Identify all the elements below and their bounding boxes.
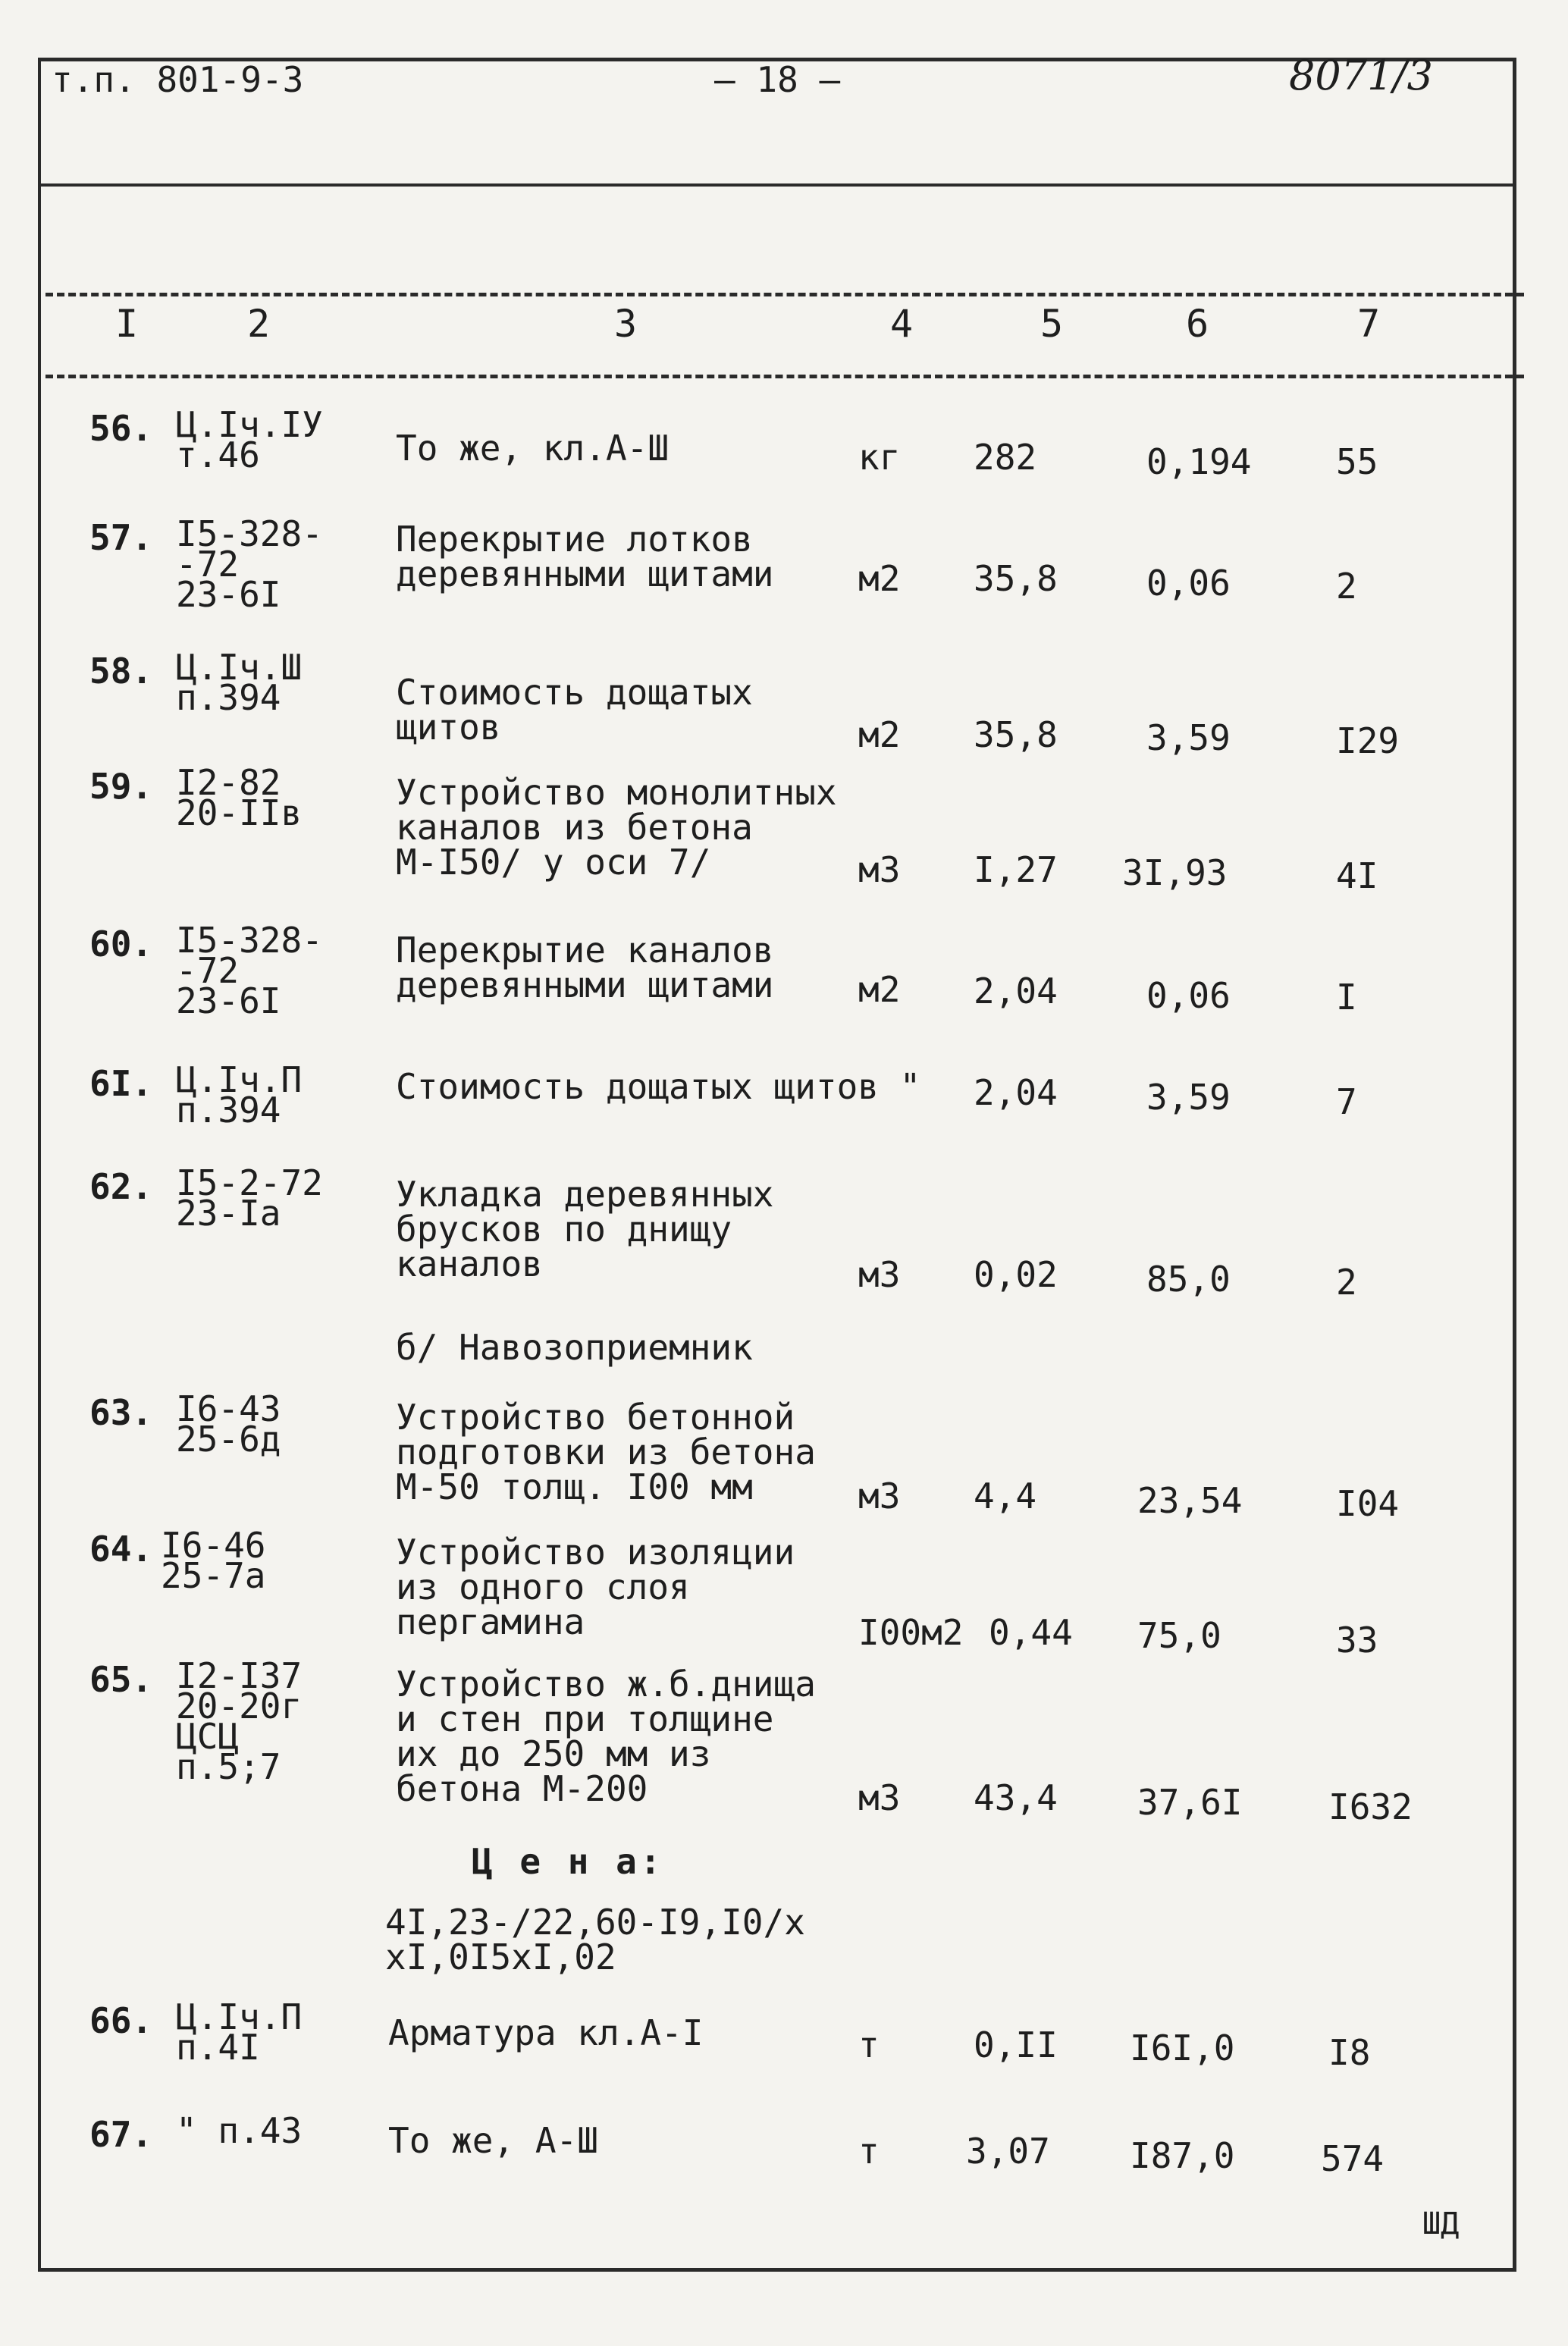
total-cost: 2: [1336, 1262, 1357, 1303]
row-number: 58.: [89, 651, 153, 692]
total-cost: 2: [1336, 566, 1357, 607]
unit: м2: [858, 558, 901, 599]
row-number: 57.: [89, 517, 153, 558]
unit: м3: [858, 1476, 901, 1516]
quantity: 43,4: [974, 1777, 1058, 1818]
norm-reference: Ц.Iч.IУ т.46: [176, 404, 323, 475]
column-header-5: 5: [1040, 302, 1064, 346]
norm-reference: I6-43 25-6д: [176, 1388, 281, 1460]
unit: м2: [858, 714, 901, 755]
total-cost: 33: [1336, 1620, 1378, 1661]
work-description: Укладка деревянных брусков по днищу каналов: [396, 1174, 774, 1284]
quantity: 35,8: [974, 714, 1058, 755]
column-header-3: 3: [614, 302, 638, 346]
quantity: 0,44: [989, 1612, 1073, 1653]
handwritten-reference: 8071/3: [1289, 52, 1433, 99]
quantity: I,27: [974, 849, 1058, 890]
total-cost: I8: [1328, 2032, 1371, 2073]
unit-price: 0,06: [1146, 975, 1231, 1016]
unit: м3: [858, 1777, 901, 1818]
work-description: Устройство изоляции из одного слоя пергамина: [396, 1532, 795, 1642]
column-header-7: 7: [1357, 302, 1381, 346]
total-cost: 55: [1336, 441, 1378, 482]
row-number: 62.: [89, 1166, 153, 1207]
norm-reference: I2-I37 20-20г ЦСЦ п.5;7: [176, 1655, 303, 1787]
norm-reference: I5-328- -72 23-6I: [176, 513, 323, 615]
unit-price: 0,06: [1146, 563, 1231, 604]
table-header-rule: [45, 375, 1524, 378]
unit-price: 3,59: [1146, 717, 1231, 758]
corner-mark: ШД: [1422, 2206, 1460, 2241]
work-description: Устройство бетонной подготовки из бетона М-50 толщ. I00 мм: [396, 1397, 816, 1507]
work-description: То же, А-Ш: [388, 2120, 598, 2161]
unit-price: 0,194: [1146, 441, 1252, 482]
work-description: Арматура кл.А-I: [388, 2012, 704, 2053]
row-number: 67.: [89, 2114, 153, 2155]
norm-reference: Ц.Iч.Ш п.394: [176, 647, 303, 718]
unit-price: 75,0: [1137, 1615, 1221, 1656]
work-description: Стоимость дощатых щитов ": [396, 1066, 921, 1107]
unit: кг: [858, 437, 901, 478]
row-number: 64.: [89, 1529, 153, 1570]
quantity: 0,II: [974, 2025, 1058, 2065]
total-cost: I04: [1336, 1483, 1400, 1524]
quantity: 3,07: [966, 2131, 1050, 2172]
total-cost: 7: [1336, 1081, 1357, 1122]
work-description: Стоимость дощатых щитов: [396, 672, 753, 748]
work-description: Перекрытие каналов деревянными щитами: [396, 930, 774, 1005]
unit-price: 23,54: [1137, 1480, 1243, 1521]
project-code: т.п. 801-9-3: [52, 59, 304, 100]
row-number: 65.: [89, 1659, 153, 1700]
unit-price: 3,59: [1146, 1077, 1231, 1118]
norm-reference: I6-46 25-7а: [161, 1525, 266, 1596]
norm-reference: I2-82 20-IIв: [176, 762, 303, 833]
work-description: Перекрытие лотков деревянными щитами: [396, 519, 774, 594]
norm-reference: Ц.Iч.П п.394: [176, 1059, 303, 1131]
page-number: – 18 –: [714, 59, 841, 100]
row-number: 56.: [89, 408, 153, 449]
quantity: 4,4: [974, 1476, 1037, 1516]
row-number: 63.: [89, 1392, 153, 1433]
total-cost: 574: [1321, 2138, 1385, 2179]
unit-price: I6I,0: [1130, 2028, 1235, 2068]
row-number: 59.: [89, 766, 153, 807]
quantity: 0,02: [974, 1254, 1058, 1295]
column-header-1: I: [115, 302, 139, 346]
row-number: 60.: [89, 924, 153, 964]
total-cost: 4I: [1336, 855, 1378, 896]
unit: I00м2: [858, 1612, 964, 1653]
unit: м3: [858, 1254, 901, 1295]
work-description: Устройство монолитных каналов из бетона М-I50/ у оси 7/: [396, 772, 837, 883]
unit: т: [858, 2025, 880, 2065]
unit-price: 37,6I: [1137, 1782, 1243, 1823]
table-top-rule: [45, 293, 1524, 296]
section-heading: б/ Навозоприемник: [396, 1327, 753, 1368]
column-header-2: 2: [247, 302, 271, 346]
norm-reference: I5-2-72 23-Iа: [176, 1162, 323, 1234]
quantity: 2,04: [974, 971, 1058, 1011]
column-header-6: 6: [1186, 302, 1209, 346]
price-heading: Ц е н а:: [472, 1841, 664, 1882]
unit-price: 3I,93: [1122, 852, 1228, 893]
norm-reference: I5-328- -72 23-6I: [176, 920, 323, 1021]
row-number: 6I.: [89, 1063, 153, 1104]
norm-reference: Ц.Iч.П п.4I: [176, 1996, 303, 2068]
unit: м2: [858, 969, 901, 1010]
header-rule: [39, 183, 1516, 187]
total-cost: I29: [1336, 720, 1400, 761]
price-formula: 4I,23-/22,60-I9,I0/х хI,0I5хI,02: [385, 1902, 805, 1977]
quantity: 35,8: [974, 558, 1058, 599]
unit: м3: [858, 849, 901, 890]
quantity: 2,04: [974, 1072, 1058, 1113]
unit-price: 85,0: [1146, 1259, 1231, 1300]
work-description: То же, кл.А-Ш: [396, 428, 670, 469]
total-cost: I: [1336, 977, 1357, 1018]
total-cost: I632: [1328, 1786, 1413, 1827]
work-description: Устройство ж.б.днища и стен при толщине их до 250 мм из бетона М-200: [396, 1664, 816, 1809]
norm-reference: " п.43: [176, 2110, 303, 2151]
row-number: 66.: [89, 2000, 153, 2041]
column-header-4: 4: [890, 302, 914, 346]
unit-price: I87,0: [1130, 2135, 1235, 2176]
quantity: 282: [974, 437, 1037, 478]
unit: т: [858, 2131, 880, 2172]
